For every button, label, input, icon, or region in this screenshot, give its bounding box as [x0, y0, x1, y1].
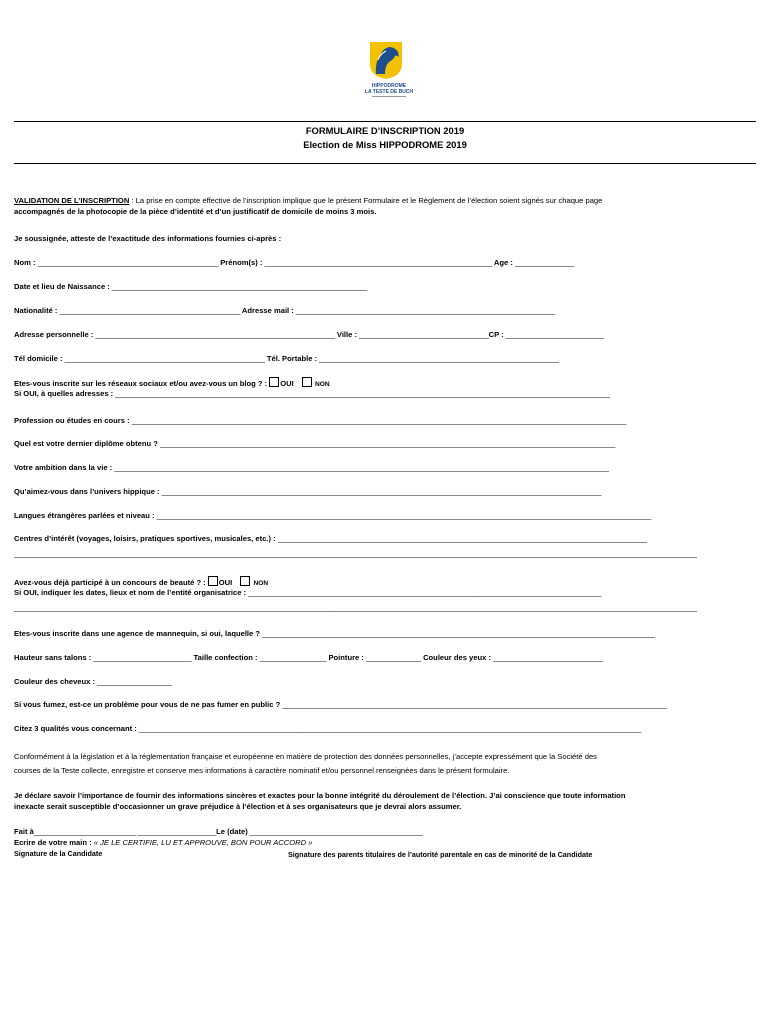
conformement-line-2: courses de la Teste collecte, enregistre et conserve mes informations à caractère nominatif et/ou personnel renseignées dans le présent formulaire.	[14, 766, 510, 775]
qualites-field[interactable]: ________________________________________________________________________________________________________________________________	[138, 724, 642, 733]
qualites-label: Citez 3 qualités vous concernant :	[14, 724, 139, 733]
email-label: Adresse mail :	[240, 306, 296, 315]
diplome-label: Quel est votre dernier diplôme obtenu ?	[14, 439, 160, 448]
ambition-label: Votre ambition dans la vie :	[14, 463, 115, 472]
concours-non-label: NON	[253, 580, 269, 587]
prenom-field[interactable]: __________________________________________________________	[264, 258, 493, 267]
row-ecrire	[14, 838, 756, 847]
row-identity	[14, 258, 756, 267]
logo-text-la-teste: LA TESTE DE BUCH	[364, 89, 414, 95]
logo-divider	[372, 96, 406, 97]
naissance-label: Date et lieu de Naissance :	[14, 282, 112, 291]
form-title: FORMULAIRE D’INSCRIPTION 2019	[305, 125, 465, 136]
concours-label: Avez-vous déjà participé à un concours de beauté ? :	[14, 578, 206, 587]
age-field[interactable]: _______________	[515, 258, 574, 267]
validation-line-1	[14, 196, 756, 205]
cheveux-field[interactable]: ___________________	[97, 677, 172, 686]
row-naissance	[14, 282, 756, 291]
validation-text: : La prise en compte effective de l’inscription implique que le présent Formulaire et le Règlement de l’élection soient signés sur chaque page	[129, 196, 603, 205]
row-concours	[14, 576, 756, 587]
concours-oui-label: OUI	[218, 578, 233, 587]
tel-portable-field[interactable]: _____________________________________________________________	[319, 354, 559, 363]
langues-field[interactable]: ______________________________________________________________________________________________________________________________	[156, 511, 651, 520]
taille-label: Taille confection :	[191, 653, 260, 662]
form-subtitle: Election de Miss HIPPODROME 2019	[303, 139, 467, 150]
cheveux-label: Couleur des cheveux :	[14, 677, 98, 686]
concours-non-checkbox[interactable]	[240, 576, 250, 586]
nom-label: Nom :	[14, 258, 38, 267]
row-si-oui-concours	[14, 588, 756, 597]
cp-label: CP :	[488, 330, 506, 339]
row-si-oui-adresses	[14, 389, 756, 398]
date-label: Le (date)	[216, 827, 250, 836]
profession-field[interactable]: ______________________________________________________________________________________________________________________________	[131, 416, 627, 425]
ville-field[interactable]: _________________________________	[359, 330, 489, 339]
row-telephone	[14, 354, 756, 363]
oui-checkbox[interactable]	[269, 377, 279, 387]
row-centres	[14, 534, 756, 543]
validation-label: VALIDATION DE L’INSCRIPTION	[14, 196, 130, 205]
logo-text-hippodrome: HIPPODROME	[371, 83, 407, 89]
fait-field[interactable]: __________________________ ____________________	[33, 827, 217, 836]
ambition-field[interactable]: ______________________________________________________________________________________________________________________________	[114, 463, 609, 472]
si-oui-concours-field[interactable]: __________________________________________________________________________________________	[248, 588, 602, 597]
univers-label: Qu’aimez-vous dans l’univers hippique :	[14, 487, 162, 496]
hippodrome-logo	[362, 40, 416, 108]
row-profession	[14, 416, 756, 425]
diplome-field[interactable]: ____________________________________________________________________________________________________________________	[160, 439, 616, 448]
age-label: Age :	[492, 258, 516, 267]
signature-parents-label: Signature des parents titulaires de l’autorité parentale en cas de minorité de la Candidate	[288, 850, 593, 859]
row-qualites	[14, 724, 756, 733]
tel-domicile-label: Tél domicile :	[14, 354, 65, 363]
email-field[interactable]: __________________________________________________________________	[295, 306, 555, 315]
nationalite-label: Nationalité :	[14, 306, 60, 315]
row-reseaux	[14, 377, 756, 388]
pointure-field[interactable]: ______________	[366, 653, 421, 662]
mention-text: « JE LE CERTIFIE, LU ET APPROUVE, BON POUR ACCORD »	[93, 838, 313, 847]
conformement-line-1: Conformément à la législation et à la réglementation française et européenne en matière de protection des données personnelles, j’accepte expressément que la Société des	[14, 752, 597, 761]
reseaux-label: Etes-vous inscrite sur les réseaux sociaux et/ou avez-vous un blog ? :	[14, 379, 268, 388]
declaration-line-1: Je déclare savoir l’importance de fournir des informations sincères et exactes pour la bonne intégrité du déroulement de l’élection. J’ai conscience que toute information	[14, 791, 626, 800]
concours-oui-checkbox[interactable]	[208, 576, 218, 586]
row-mensurations	[14, 653, 756, 662]
si-oui-concours-label: Si OUI, indiquer les dates, lieux et nom de l’entité organisatrice :	[14, 588, 249, 597]
horse-shield-icon	[368, 40, 404, 80]
concours-field-line-2[interactable]: ______________________________________________________________________________________________________________________________________________________________________________	[14, 603, 697, 612]
non-label: NON	[314, 381, 330, 388]
fumer-field[interactable]: __________________________________________________________________________________________________	[282, 700, 667, 709]
centres-label: Centres d’intérêt (voyages, loisirs, pratiques sportives, musicales, etc.) :	[14, 534, 278, 543]
signature-candidate-label: Signature de la Candidate	[14, 849, 103, 858]
validation-line-2: accompagnés de la photocopie de la pièce d’identité et d’un justificatif de domicile de moins 3 mois.	[14, 207, 377, 216]
row-fumer	[14, 700, 756, 709]
row-adresse	[14, 330, 756, 339]
row-diplome	[14, 439, 756, 448]
adresse-label: Adresse personnelle :	[14, 330, 96, 339]
row-nationalite	[14, 306, 756, 315]
si-oui-adresses-field[interactable]: ______________________________________________________________________________________________________________________________	[115, 389, 610, 398]
declaration-line-2: inexacte serait susceptible d’occasionner un grave préjudice à l’élection et à ses organisateurs que je devrai alors assumer.	[14, 802, 462, 811]
pointure-label: Pointure :	[326, 653, 367, 662]
hauteur-field[interactable]: _________________________	[93, 653, 192, 662]
yeux-label: Couleur des yeux :	[420, 653, 494, 662]
centres-field[interactable]: ______________________________________________________________________________________________	[277, 534, 647, 543]
hauteur-label: Hauteur sans talons :	[14, 653, 94, 662]
oui-label: OUI	[280, 379, 294, 388]
row-cheveux	[14, 677, 756, 686]
row-ambition	[14, 463, 756, 472]
row-univers	[14, 487, 756, 496]
nom-field[interactable]: ______________________________________________	[37, 258, 219, 267]
attest-line: Je soussignée, atteste de l’exactitude des informations fournies ci-après :	[14, 234, 282, 243]
langues-label: Langues étrangères parlées et niveau :	[14, 511, 157, 520]
si-oui-adresses-label: Si OUI, à quelles adresses :	[14, 389, 116, 398]
fumer-label: Si vous fumez, est-ce un problème pour vous de ne pas fumer en public ?	[14, 700, 283, 709]
tel-portable-label: Tél. Portable :	[264, 354, 320, 363]
yeux-field[interactable]: ____________________________	[493, 653, 603, 662]
row-langues	[14, 511, 756, 520]
taille-field[interactable]: _________________	[259, 653, 327, 662]
tel-domicile-field[interactable]: ___________________________________________________	[64, 354, 265, 363]
date-field[interactable]: ____________________________________________	[249, 827, 423, 836]
form-title-box	[14, 121, 756, 164]
univers-field[interactable]: ________________________________________________________________________________________________________________	[161, 487, 602, 496]
adresse-field[interactable]: _____________________________________________________________	[95, 330, 335, 339]
agence-field[interactable]: ____________________________________________________________________________________________________	[262, 629, 655, 638]
non-checkbox[interactable]	[302, 377, 312, 387]
profession-label: Profession ou études en cours :	[14, 416, 132, 425]
row-fait-a	[14, 827, 756, 836]
fait-label: Fait à	[14, 827, 34, 836]
agence-label: Etes-vous inscrite dans une agence de mannequin, si oui, laquelle ?	[14, 629, 263, 638]
row-agence	[14, 629, 756, 638]
naissance-field[interactable]: _________________________________________________________________	[111, 282, 367, 291]
ville-label: Ville :	[334, 330, 360, 339]
nationalite-field[interactable]: ______________________________________________	[59, 306, 241, 315]
ecrire-label: Ecrire de votre main :	[14, 838, 94, 847]
prenom-label: Prénom(s) :	[218, 258, 265, 267]
cp-field[interactable]: _________________________	[505, 330, 604, 339]
centres-field-line-2[interactable]: ______________________________________________________________________________________________________________________________________________________________________________	[14, 549, 697, 558]
